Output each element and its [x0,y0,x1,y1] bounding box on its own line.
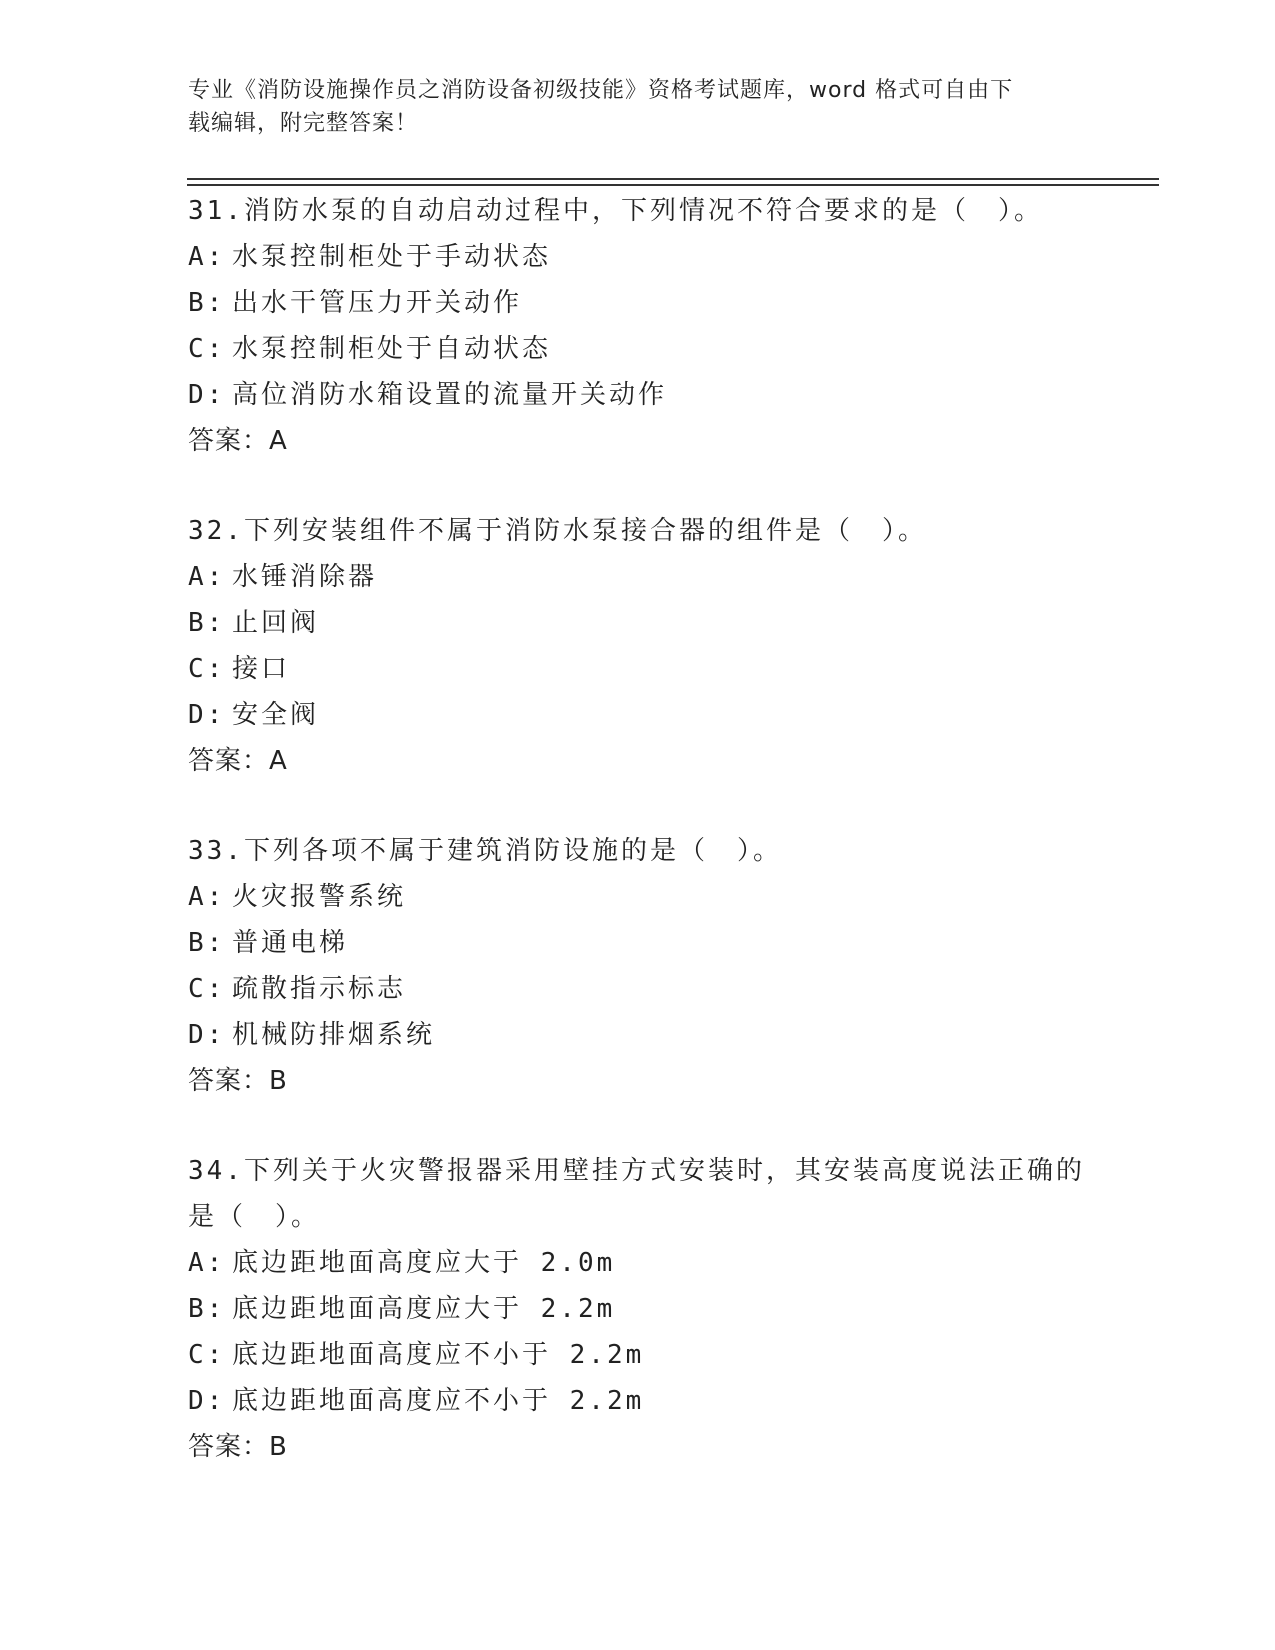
option-c [188,646,1088,692]
option-d [188,372,1088,418]
option-key: C: [188,974,226,1004]
question-32 [188,508,1088,784]
option-text: 接口 [232,654,291,684]
question-stem: 34.下列关于火灾警报器采用壁挂方式安装时，其安装高度说法正确的 [188,1156,1085,1186]
option-key: D: [188,1386,226,1416]
option-text: 出水干管压力开关动作 [232,288,523,318]
answer: 答案：B [188,1432,288,1462]
option-key: A: [188,1248,226,1278]
option-b [188,600,1088,646]
header-divider-top [187,178,1159,180]
option-d [188,1012,1088,1058]
option-text: 安全阀 [232,700,320,730]
option-key: C: [188,1340,226,1370]
option-text: 水泵控制柜处于自动状态 [232,334,552,364]
option-key: B: [188,288,226,318]
option-text: 底边距地面高度应不小于 2.2m [232,1340,645,1370]
option-key: D: [188,1020,226,1050]
option-text: 高位消防水箱设置的流量开关动作 [232,380,668,410]
header-line-2: 载编辑，附完整答案！ [188,111,419,136]
header-divider-bottom [187,184,1159,186]
option-key: A: [188,562,226,592]
question-list [188,188,1088,1514]
option-key: D: [188,380,226,410]
option-c [188,1332,1088,1378]
option-key: C: [188,654,226,684]
option-a [188,874,1088,920]
option-text: 水泵控制柜处于手动状态 [232,242,552,272]
option-key: A: [188,242,226,272]
option-text: 水锤消除器 [232,562,378,592]
header-line-1: 专业《消防设施操作员之消防设备初级技能》资格考试题库，word 格式可自由下 [188,78,1014,103]
question-stem: 31.消防水泵的自动启动过程中，下列情况不符合要求的是（ ）。 [188,196,1043,226]
option-text: 底边距地面高度应大于 2.0m [232,1248,616,1278]
option-d [188,692,1088,738]
option-key: B: [188,1294,226,1324]
option-text: 机械防排烟系统 [232,1020,436,1050]
answer: 答案：B [188,1066,288,1096]
option-text: 底边距地面高度应不小于 2.2m [232,1386,645,1416]
option-b [188,920,1088,966]
option-key: C: [188,334,226,364]
option-c [188,326,1088,372]
question-34 [188,1148,1088,1470]
option-a [188,1240,1088,1286]
document-header [188,74,1088,140]
option-text: 火灾报警系统 [232,882,407,912]
question-stem-continued: 是（ ）。 [188,1202,321,1232]
option-a [188,234,1088,280]
option-b [188,280,1088,326]
option-key: B: [188,928,226,958]
option-text: 底边距地面高度应大于 2.2m [232,1294,616,1324]
option-text: 普通电梯 [232,928,349,958]
option-c [188,966,1088,1012]
option-a [188,554,1088,600]
answer: 答案：A [188,426,288,456]
option-text: 止回阀 [232,608,320,638]
question-stem: 33.下列各项不属于建筑消防设施的是（ ）。 [188,836,782,866]
question-33 [188,828,1088,1104]
option-key: B: [188,608,226,638]
question-31 [188,188,1088,464]
answer: 答案：A [188,746,288,776]
question-stem: 32.下列安装组件不属于消防水泵接合器的组件是（ ）。 [188,516,927,546]
option-key: D: [188,700,226,730]
option-b [188,1286,1088,1332]
option-key: A: [188,882,226,912]
option-d [188,1378,1088,1424]
option-text: 疏散指示标志 [232,974,407,1004]
